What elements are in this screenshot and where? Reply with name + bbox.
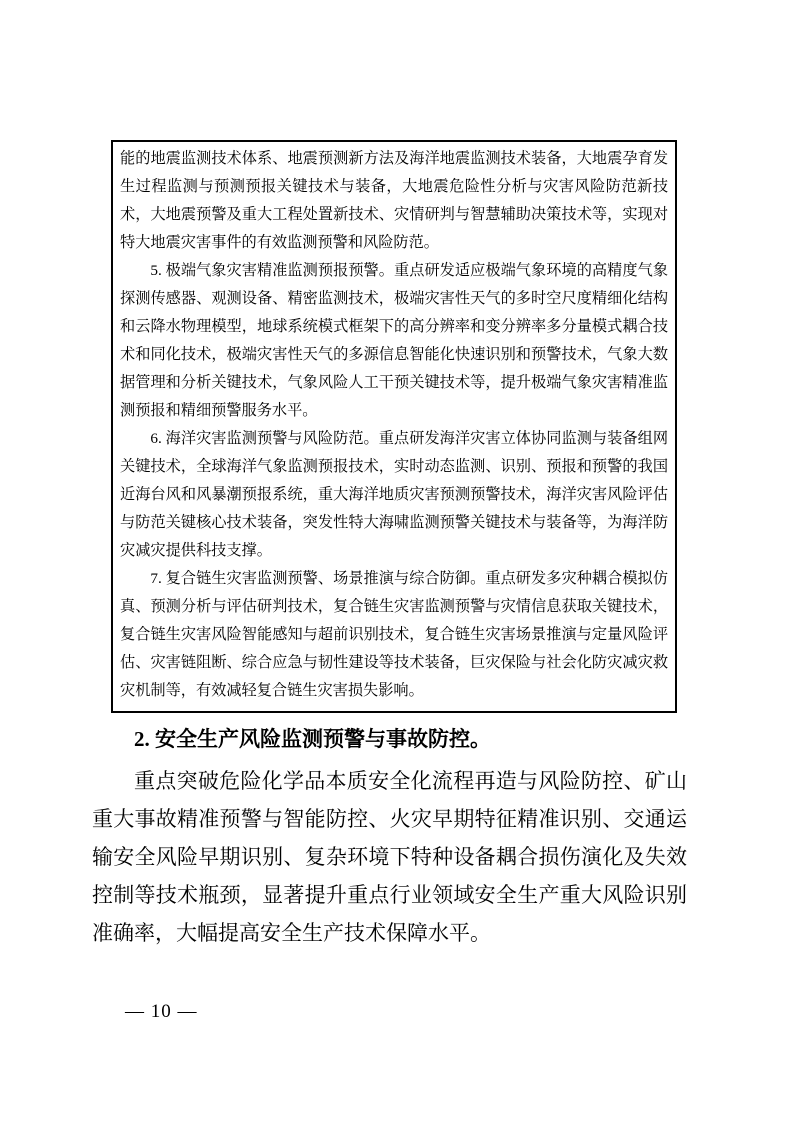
- boxed-text-block: [111, 140, 677, 713]
- boxed-paragraph-item-7: 7. 复合链生灾害监测预警、场景推演与综合防御。重点研发多灾种耦合模拟仿真、预测分析与评估研判技术，复合链生灾害监测预警与灾情信息获取关键技术，复合链生灾害风险智能感知与超前识别技术，复合链生灾害场景推演与定量风险评估、灾害链阻断、综合应急与韧性建设等技术装备，巨灾保险与社会化防灾减灾救灾机制等，有效减轻复合链生灾害损失影响。: [120, 570, 668, 699]
- boxed-paragraph-item-6: 6. 海洋灾害监测预警与风险防范。重点研发海洋灾害立体协同监测与装备组网关键技术，全球海洋气象监测预报技术，实时动态监测、识别、预报和预警的我国近海台风和风暴潮预报系统，重大海洋地质灾害预测预警技术，海洋灾害风险评估与防范关键核心技术装备，突发性特大海啸监测预警关键技术与装备等，为海洋防灾减灾提供科技支撑。: [120, 430, 668, 559]
- page-number: — 10 —: [125, 1001, 198, 1022]
- section-heading: 2. 安全生产风险监测预警与事故防控。: [134, 727, 491, 751]
- boxed-paragraph-continuation: 能的地震监测技术体系、地震预测新方法及海洋地震监测技术装备，大地震孕育发生过程监测与预测预报关键技术与装备，大地震危险性分析与灾害风险防范新技术，大地震预警及重大工程处置新技术、灾情研判与智慧辅助决策技术等，实现对特大地震灾害事件的有效监测预警和风险防范。: [120, 150, 668, 251]
- section-body-paragraph: 重点突破危险化学品本质安全化流程再造与风险防控、矿山重大事故精准预警与智能防控、火灾早期特征精准识别、交通运输安全风险早期识别、复杂环境下特种设备耦合损伤演化及失效控制等技术瓶颈，显著提升重点行业领域安全生产重大风险识别准确率，大幅提高安全生产技术保障水平。: [92, 769, 687, 945]
- boxed-paragraph-item-5: 5. 极端气象灾害精准监测预报预警。重点研发适应极端气象环境的高精度气象探测传感器、观测设备、精密监测技术，极端灾害性天气的多时空尺度精细化结构和云降水物理模型，地球系统模式框架下的高分辨率和变分辨率多分量模式耦合技术和同化技术，极端灾害性天气的多源信息智能化快速识别和预警技术，气象大数据管理和分析关键技术，气象风险人工干预关键技术等，提升极端气象灾害精准监测预报和精细预警服务水平。: [120, 262, 668, 419]
